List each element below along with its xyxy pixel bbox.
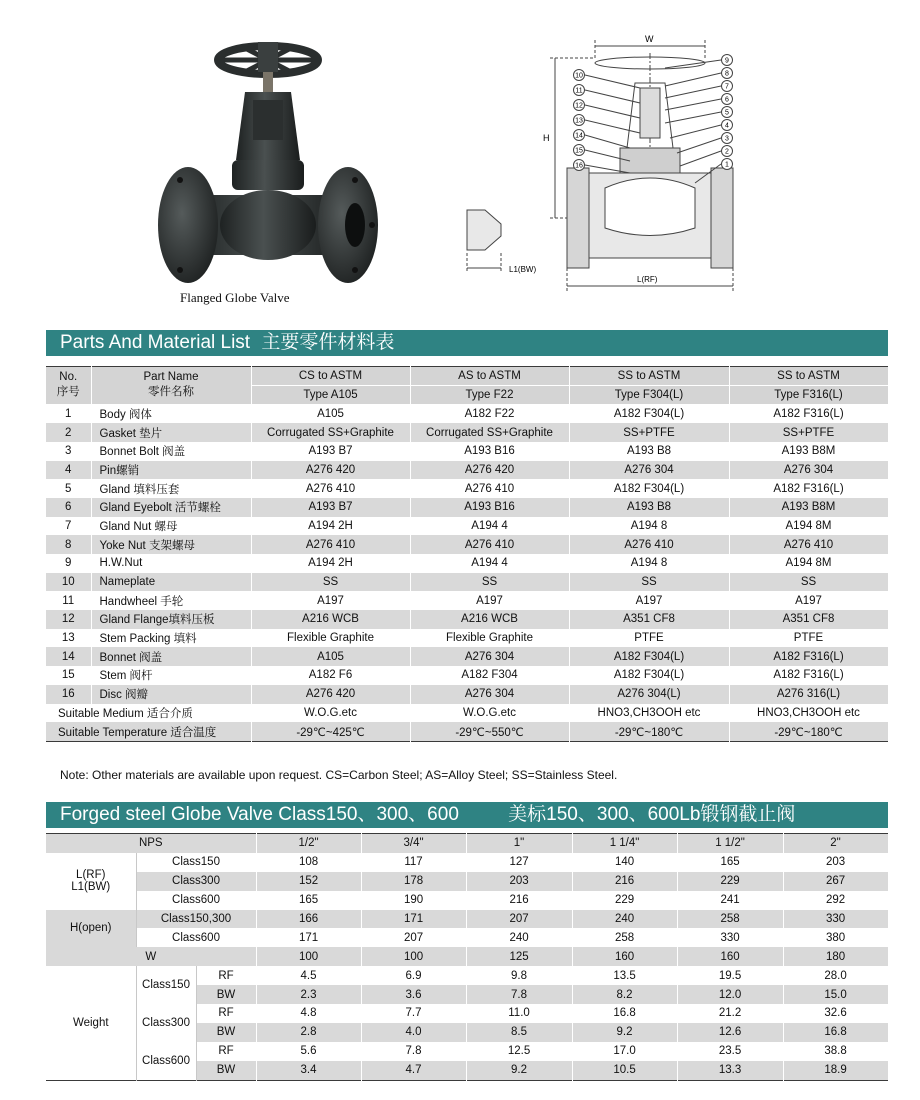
dim-value: 240 xyxy=(466,928,572,947)
material-cell: Flexible Graphite xyxy=(410,629,569,648)
weight-value: 12.0 xyxy=(677,985,783,1004)
material-cell: A193 B8 xyxy=(569,498,729,517)
callout-number: 14 xyxy=(575,132,583,140)
weight-value: 18.9 xyxy=(783,1061,888,1080)
material-cell: Corrugated SS+Graphite xyxy=(410,423,569,442)
dims-title-cn: 美标150、300、600Lb锻钢截止阀 xyxy=(508,804,796,825)
valve-photo xyxy=(150,20,380,290)
summary-cell: W.O.G.etc xyxy=(410,704,569,723)
material-cell: A193 B16 xyxy=(410,442,569,461)
header-part-name xyxy=(91,367,251,405)
material-cell: A182 F316(L) xyxy=(729,647,888,666)
part-name: Gland Flange填料压板 xyxy=(91,610,251,629)
part-no: 15 xyxy=(46,666,91,685)
header-part-en: Part Name xyxy=(143,371,199,384)
material-cell: A351 CF8 xyxy=(729,610,888,629)
l-rf-label: L(RF) xyxy=(76,869,106,882)
dim-value: 127 xyxy=(466,853,572,872)
material-cell: A276 304 xyxy=(410,685,569,704)
parts-row xyxy=(46,610,888,629)
material-cell: A216 WCB xyxy=(410,610,569,629)
material-cell: A193 B8M xyxy=(729,442,888,461)
part-no: 3 xyxy=(46,442,91,461)
material-cell: SS xyxy=(729,573,888,592)
weight-value: 3.4 xyxy=(256,1061,361,1080)
weight-value: 2.8 xyxy=(256,1023,361,1042)
part-name: Disc 阀瓣 xyxy=(91,685,251,704)
dims-l-row xyxy=(46,872,888,891)
dim-value: 240 xyxy=(572,910,677,929)
weight-value: 9.2 xyxy=(572,1023,677,1042)
header-type: Type A105 xyxy=(251,386,410,405)
material-cell: Corrugated SS+Graphite xyxy=(251,423,410,442)
material-cell: A276 410 xyxy=(729,535,888,554)
material-cell: Flexible Graphite xyxy=(251,629,410,648)
weight-class-label: Class150 xyxy=(136,966,196,1004)
parts-row xyxy=(46,517,888,536)
dim-value: 207 xyxy=(361,928,466,947)
parts-summary-row xyxy=(46,704,888,723)
dim-value: 207 xyxy=(466,910,572,929)
weight-value: 6.9 xyxy=(361,966,466,985)
dim-value: 166 xyxy=(256,910,361,929)
material-cell: A193 B7 xyxy=(251,442,410,461)
callout-number: 16 xyxy=(575,162,583,170)
dim-value: 241 xyxy=(677,891,783,910)
dim-value: 180 xyxy=(783,947,888,966)
weight-value: 11.0 xyxy=(466,1004,572,1023)
nps-size: 1" xyxy=(466,834,572,853)
part-no: 1 xyxy=(46,404,91,423)
part-no: 7 xyxy=(46,517,91,536)
parts-row xyxy=(46,573,888,592)
weight-value: 32.6 xyxy=(783,1004,888,1023)
material-cell: A182 F304(L) xyxy=(569,404,729,423)
material-cell: A182 F304(L) xyxy=(569,666,729,685)
material-cell: A197 xyxy=(410,591,569,610)
weight-value: 4.8 xyxy=(256,1004,361,1023)
product-header xyxy=(0,0,920,320)
dims-h-row xyxy=(46,928,888,947)
weight-value: 4.5 xyxy=(256,966,361,985)
material-cell: A182 F304(L) xyxy=(569,647,729,666)
valve-cross-section-drawing xyxy=(455,28,755,298)
dims-weight-row xyxy=(46,1004,888,1023)
callout-number: 8 xyxy=(725,70,729,78)
dim-value: 100 xyxy=(256,947,361,966)
dim-value: 330 xyxy=(783,910,888,929)
part-no: 11 xyxy=(46,591,91,610)
parts-row xyxy=(46,442,888,461)
class-label: Class150,300 xyxy=(136,910,256,929)
parts-material-table xyxy=(46,366,889,742)
weight-value: 38.8 xyxy=(783,1042,888,1061)
dims-l-row xyxy=(46,891,888,910)
material-cell: A276 304 xyxy=(569,461,729,480)
dim-value: 165 xyxy=(677,853,783,872)
dim-value: 258 xyxy=(677,910,783,929)
parts-title-cn: 主要零件材料表 xyxy=(261,332,395,353)
material-cell: A276 304 xyxy=(729,461,888,480)
weight-value: 3.6 xyxy=(361,985,466,1004)
material-cell: SS xyxy=(569,573,729,592)
summary-label: Suitable Medium 适合介质 xyxy=(46,704,251,723)
dim-value: 165 xyxy=(256,891,361,910)
summary-label: Suitable Temperature 适合温度 xyxy=(46,722,251,741)
dim-value: 267 xyxy=(783,872,888,891)
material-cell: A194 8 xyxy=(569,517,729,536)
nps-size: 1 1/2" xyxy=(677,834,783,853)
parts-row xyxy=(46,479,888,498)
weight-value: 7.8 xyxy=(361,1042,466,1061)
part-name: Gland 填料压套 xyxy=(91,479,251,498)
weight-value: 13.3 xyxy=(677,1061,783,1080)
header-std: CS to ASTM xyxy=(251,367,410,386)
material-cell: A197 xyxy=(251,591,410,610)
summary-cell: W.O.G.etc xyxy=(251,704,410,723)
part-name: Gland Nut 螺母 xyxy=(91,517,251,536)
parts-row xyxy=(46,404,888,423)
header-type: Type F22 xyxy=(410,386,569,405)
nps-size: 3/4" xyxy=(361,834,466,853)
h-dimension-label: H xyxy=(543,133,550,143)
weight-value: 12.5 xyxy=(466,1042,572,1061)
material-cell: A182 F6 xyxy=(251,666,410,685)
material-cell: A276 410 xyxy=(251,479,410,498)
weight-label: Weight xyxy=(46,966,136,1080)
material-cell: A194 4 xyxy=(410,554,569,573)
weight-value: 16.8 xyxy=(783,1023,888,1042)
header-std: AS to ASTM xyxy=(410,367,569,386)
material-cell: A197 xyxy=(569,591,729,610)
weight-value: 17.0 xyxy=(572,1042,677,1061)
dim-value: 125 xyxy=(466,947,572,966)
part-name: Bonnet Bolt 阀盖 xyxy=(91,442,251,461)
material-cell: A182 F304(L) xyxy=(569,479,729,498)
callout-number: 6 xyxy=(725,96,729,104)
part-name: Body 阀体 xyxy=(91,404,251,423)
parts-row xyxy=(46,666,888,685)
callout-number: 11 xyxy=(575,87,583,95)
parts-row xyxy=(46,554,888,573)
weight-value: 8.5 xyxy=(466,1023,572,1042)
part-name: Nameplate xyxy=(91,573,251,592)
nps-label: NPS xyxy=(46,834,256,853)
material-cell: A194 2H xyxy=(251,517,410,536)
callout-number: 7 xyxy=(725,83,729,91)
dims-weight-row xyxy=(46,966,888,985)
header-part-cn: 零件名称 xyxy=(148,386,194,399)
part-name: Yoke Nut 支架螺母 xyxy=(91,535,251,554)
part-no: 5 xyxy=(46,479,91,498)
material-cell: A182 F316(L) xyxy=(729,479,888,498)
callout-number: 13 xyxy=(575,117,583,125)
part-no: 6 xyxy=(46,498,91,517)
parts-row xyxy=(46,685,888,704)
header-no-cn: 序号 xyxy=(56,386,80,399)
callout-number: 3 xyxy=(725,135,729,143)
part-name: Pin螺销 xyxy=(91,461,251,480)
end-type-label: RF xyxy=(196,1004,256,1023)
weight-value: 12.6 xyxy=(677,1023,783,1042)
end-type-label: RF xyxy=(196,1042,256,1061)
material-cell: A276 304(L) xyxy=(569,685,729,704)
nps-size: 1/2" xyxy=(256,834,361,853)
dim-value: 216 xyxy=(572,872,677,891)
material-cell: SS+PTFE xyxy=(569,423,729,442)
material-cell: SS xyxy=(410,573,569,592)
part-no: 13 xyxy=(46,629,91,648)
part-name: H.W.Nut xyxy=(91,554,251,573)
material-cell: A216 WCB xyxy=(251,610,410,629)
callout-number: 5 xyxy=(725,109,729,117)
dims-l-row xyxy=(46,853,888,872)
material-cell: SS+PTFE xyxy=(729,423,888,442)
end-type-label: RF xyxy=(196,966,256,985)
weight-class-label: Class600 xyxy=(136,1042,196,1080)
nps-size: 1 1/4" xyxy=(572,834,677,853)
header-no xyxy=(46,367,91,405)
parts-row xyxy=(46,647,888,666)
dim-value: 380 xyxy=(783,928,888,947)
material-cell: A276 410 xyxy=(410,535,569,554)
dim-value: 203 xyxy=(783,853,888,872)
summary-cell: -29℃~550℃ xyxy=(410,722,569,741)
weight-value: 19.5 xyxy=(677,966,783,985)
weight-value: 10.5 xyxy=(572,1061,677,1080)
part-name: Bonnet 阀盖 xyxy=(91,647,251,666)
part-no: 2 xyxy=(46,423,91,442)
l1-dimension-label: L1(BW) xyxy=(509,265,537,274)
w-label: W xyxy=(46,947,256,966)
header-std: SS to ASTM xyxy=(569,367,729,386)
dim-value: 229 xyxy=(572,891,677,910)
part-no: 8 xyxy=(46,535,91,554)
weight-value: 7.7 xyxy=(361,1004,466,1023)
dim-value: 160 xyxy=(572,947,677,966)
parts-row xyxy=(46,423,888,442)
end-type-label: BW xyxy=(196,985,256,1004)
part-no: 10 xyxy=(46,573,91,592)
parts-row xyxy=(46,591,888,610)
class-label: Class300 xyxy=(136,872,256,891)
dim-value: 100 xyxy=(361,947,466,966)
callout-number: 12 xyxy=(575,102,583,110)
material-cell: A194 8M xyxy=(729,554,888,573)
material-cell: A193 B7 xyxy=(251,498,410,517)
parts-row xyxy=(46,629,888,648)
dim-value: 171 xyxy=(256,928,361,947)
dim-value: 216 xyxy=(466,891,572,910)
material-cell: SS xyxy=(251,573,410,592)
class-label: Class150 xyxy=(136,853,256,872)
part-name: Gasket 垫片 xyxy=(91,423,251,442)
dim-value: 160 xyxy=(677,947,783,966)
summary-cell: -29℃~425℃ xyxy=(251,722,410,741)
material-cell: A276 410 xyxy=(410,479,569,498)
material-cell: A276 304 xyxy=(410,647,569,666)
l-group-label xyxy=(46,853,136,910)
dim-value: 203 xyxy=(466,872,572,891)
weight-value: 15.0 xyxy=(783,985,888,1004)
part-no: 16 xyxy=(46,685,91,704)
nps-size: 2" xyxy=(783,834,888,853)
material-cell: A193 B8 xyxy=(569,442,729,461)
dimensions-table xyxy=(46,833,889,1081)
material-cell: A276 420 xyxy=(251,461,410,480)
material-cell: A182 F304 xyxy=(410,666,569,685)
parts-row xyxy=(46,461,888,480)
weight-value: 23.5 xyxy=(677,1042,783,1061)
summary-cell: -29℃~180℃ xyxy=(729,722,888,741)
weight-value: 9.8 xyxy=(466,966,572,985)
dim-value: 140 xyxy=(572,853,677,872)
weight-value: 8.2 xyxy=(572,985,677,1004)
dims-header-row xyxy=(46,834,888,853)
part-name: Handwheel 手轮 xyxy=(91,591,251,610)
weight-value: 5.6 xyxy=(256,1042,361,1061)
weight-value: 13.5 xyxy=(572,966,677,985)
material-cell: A193 B8M xyxy=(729,498,888,517)
material-cell: PTFE xyxy=(569,629,729,648)
weight-value: 4.0 xyxy=(361,1023,466,1042)
dim-value: 190 xyxy=(361,891,466,910)
dim-value: 117 xyxy=(361,853,466,872)
dims-weight-row xyxy=(46,1042,888,1061)
materials-note: Note: Other materials are available upon request. CS=Carbon Steel; AS=Alloy Steel; SS=Stainless Steel. xyxy=(60,768,618,782)
material-cell: A197 xyxy=(729,591,888,610)
part-no: 4 xyxy=(46,461,91,480)
dim-value: 229 xyxy=(677,872,783,891)
parts-row xyxy=(46,535,888,554)
parts-summary-row xyxy=(46,722,888,741)
dims-h-row xyxy=(46,910,888,929)
part-no: 12 xyxy=(46,610,91,629)
dims-w-row xyxy=(46,947,888,966)
weight-value: 2.3 xyxy=(256,985,361,1004)
material-cell: A194 8M xyxy=(729,517,888,536)
header-std: SS to ASTM xyxy=(729,367,888,386)
material-cell: A351 CF8 xyxy=(569,610,729,629)
callout-number: 4 xyxy=(725,122,729,130)
dim-value: 178 xyxy=(361,872,466,891)
part-name: Stem 阀杆 xyxy=(91,666,251,685)
callout-number: 10 xyxy=(575,72,583,80)
material-cell: PTFE xyxy=(729,629,888,648)
header-type: Type F304(L) xyxy=(569,386,729,405)
parts-title-en: Parts And Material List xyxy=(60,332,251,353)
material-cell: A105 xyxy=(251,647,410,666)
header-type: Type F316(L) xyxy=(729,386,888,405)
l-dimension-label: L(RF) xyxy=(637,275,658,284)
dim-value: 108 xyxy=(256,853,361,872)
material-cell: A276 420 xyxy=(410,461,569,480)
l-bw-label: L1(BW) xyxy=(71,881,111,894)
material-cell: A276 410 xyxy=(569,535,729,554)
material-cell: A194 8 xyxy=(569,554,729,573)
parts-section-title xyxy=(46,330,888,356)
callout-number: 2 xyxy=(725,148,729,156)
class-label: Class600 xyxy=(136,928,256,947)
header-no-en: No. xyxy=(59,371,78,384)
material-cell: A182 F316(L) xyxy=(729,666,888,685)
part-name: Gland Eyebolt 活节螺栓 xyxy=(91,498,251,517)
material-cell: A182 F22 xyxy=(410,404,569,423)
dim-value: 258 xyxy=(572,928,677,947)
weight-value: 7.8 xyxy=(466,985,572,1004)
material-cell: A193 B16 xyxy=(410,498,569,517)
parts-row xyxy=(46,498,888,517)
summary-cell: -29℃~180℃ xyxy=(569,722,729,741)
material-cell: A276 420 xyxy=(251,685,410,704)
dims-title-en: Forged steel Globe Valve Class150、300、600 xyxy=(60,804,459,825)
material-cell: A105 xyxy=(251,404,410,423)
end-type-label: BW xyxy=(196,1023,256,1042)
weight-value: 16.8 xyxy=(572,1004,677,1023)
weight-value: 9.2 xyxy=(466,1061,572,1080)
weight-class-label: Class300 xyxy=(136,1004,196,1042)
callout-number: 1 xyxy=(725,161,729,169)
summary-cell: HNO3,CH3OOH etc xyxy=(729,704,888,723)
part-name: Stem Packing 填料 xyxy=(91,629,251,648)
material-cell: A182 F316(L) xyxy=(729,404,888,423)
w-dimension-label: W xyxy=(645,34,654,44)
material-cell: A276 316(L) xyxy=(729,685,888,704)
dim-value: 292 xyxy=(783,891,888,910)
product-caption: Flanged Globe Valve xyxy=(180,290,290,305)
summary-cell: HNO3,CH3OOH etc xyxy=(569,704,729,723)
part-no: 9 xyxy=(46,554,91,573)
dims-section-title xyxy=(46,802,888,828)
h-group-label: H(open) xyxy=(46,910,136,948)
part-no: 14 xyxy=(46,647,91,666)
dim-value: 152 xyxy=(256,872,361,891)
weight-value: 21.2 xyxy=(677,1004,783,1023)
dim-value: 330 xyxy=(677,928,783,947)
callout-number: 9 xyxy=(725,57,729,65)
class-label: Class600 xyxy=(136,891,256,910)
weight-value: 28.0 xyxy=(783,966,888,985)
end-type-label: BW xyxy=(196,1061,256,1080)
callout-number: 15 xyxy=(575,147,583,155)
weight-value: 4.7 xyxy=(361,1061,466,1080)
material-cell: A194 4 xyxy=(410,517,569,536)
dim-value: 171 xyxy=(361,910,466,929)
material-cell: A276 410 xyxy=(251,535,410,554)
material-cell: A194 2H xyxy=(251,554,410,573)
